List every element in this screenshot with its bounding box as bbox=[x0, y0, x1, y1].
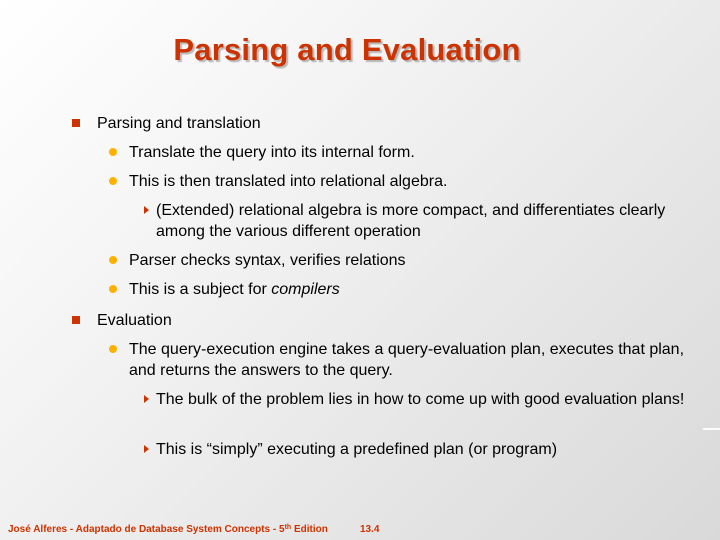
dot-bullet-icon bbox=[109, 177, 117, 185]
bullet-relational-algebra: This is then translated into relational algebra. bbox=[129, 173, 448, 190]
footer-prefix: José Alferes - Adaptado de Database System Concepts - 5 bbox=[8, 524, 285, 535]
compilers-prefix: This is a subject for bbox=[129, 281, 272, 298]
bullet-bulk-of-problem: The bulk of the problem lies in how to come up with good evaluation plans! bbox=[156, 391, 685, 408]
square-bullet-icon bbox=[72, 119, 80, 127]
triangle-bullet-icon bbox=[144, 445, 149, 453]
slide-page-number: 13.4 bbox=[360, 524, 380, 535]
slide-title: Parsing and Evaluation bbox=[173, 32, 521, 67]
triangle-bullet-icon bbox=[144, 395, 149, 403]
dot-bullet-icon bbox=[109, 345, 117, 353]
footer-suffix: Edition bbox=[291, 524, 328, 535]
square-bullet-icon bbox=[72, 316, 80, 324]
bullet-extended-algebra: (Extended) relational algebra is more compact, and differentiates clearly among the various different operation bbox=[156, 202, 666, 240]
footer-superscript: th bbox=[284, 524, 292, 531]
dot-bullet-icon bbox=[109, 148, 117, 156]
triangle-bullet-icon bbox=[144, 206, 149, 214]
compilers-italic: compilers bbox=[271, 281, 340, 298]
dot-bullet-icon bbox=[109, 256, 117, 264]
bullet-query-execution-engine: The query-execution engine takes a query-evaluation plan, executes that plan, and returns the answers to the query. bbox=[129, 341, 685, 379]
slide-footer bbox=[8, 524, 328, 535]
bullet-parsing-translation: Parsing and translation bbox=[97, 115, 261, 132]
bullet-translate-query: Translate the query into its internal form. bbox=[129, 144, 415, 161]
bullet-evaluation: Evaluation bbox=[97, 312, 172, 329]
dot-bullet-icon bbox=[109, 285, 117, 293]
bullet-subject-compilers bbox=[129, 279, 694, 300]
decorative-edge-line bbox=[703, 428, 720, 430]
bullet-simply-executing: This is “simply” executing a predefined plan (or program) bbox=[156, 441, 558, 458]
bullet-parser-checks: Parser checks syntax, verifies relations bbox=[129, 252, 406, 269]
